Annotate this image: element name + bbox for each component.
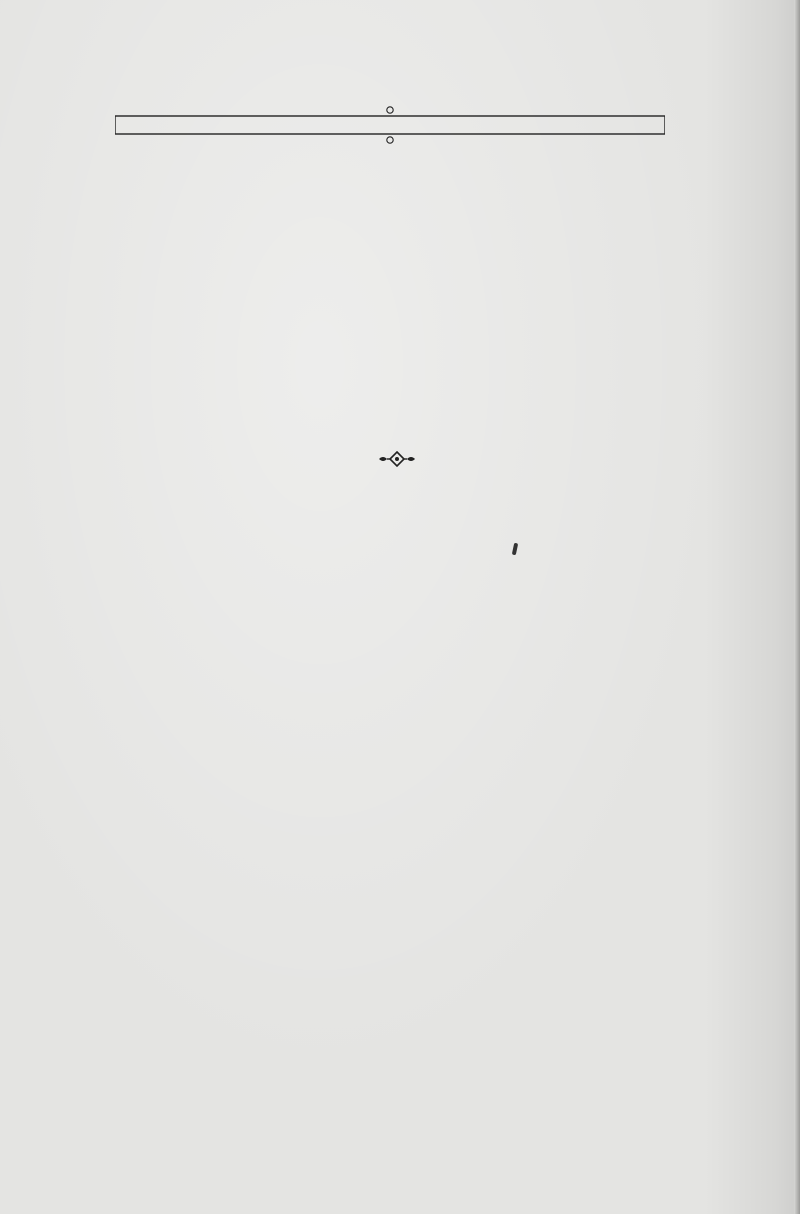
band-center-dot-top bbox=[387, 107, 393, 113]
ornament-band-graphic bbox=[115, 104, 665, 146]
ink-smudge bbox=[512, 543, 518, 556]
band-frame bbox=[115, 116, 665, 134]
ornamental-border-band bbox=[115, 104, 665, 146]
fleuron-icon bbox=[377, 451, 417, 467]
page-edge bbox=[794, 0, 800, 1214]
band-center-dot-bottom bbox=[387, 137, 393, 143]
